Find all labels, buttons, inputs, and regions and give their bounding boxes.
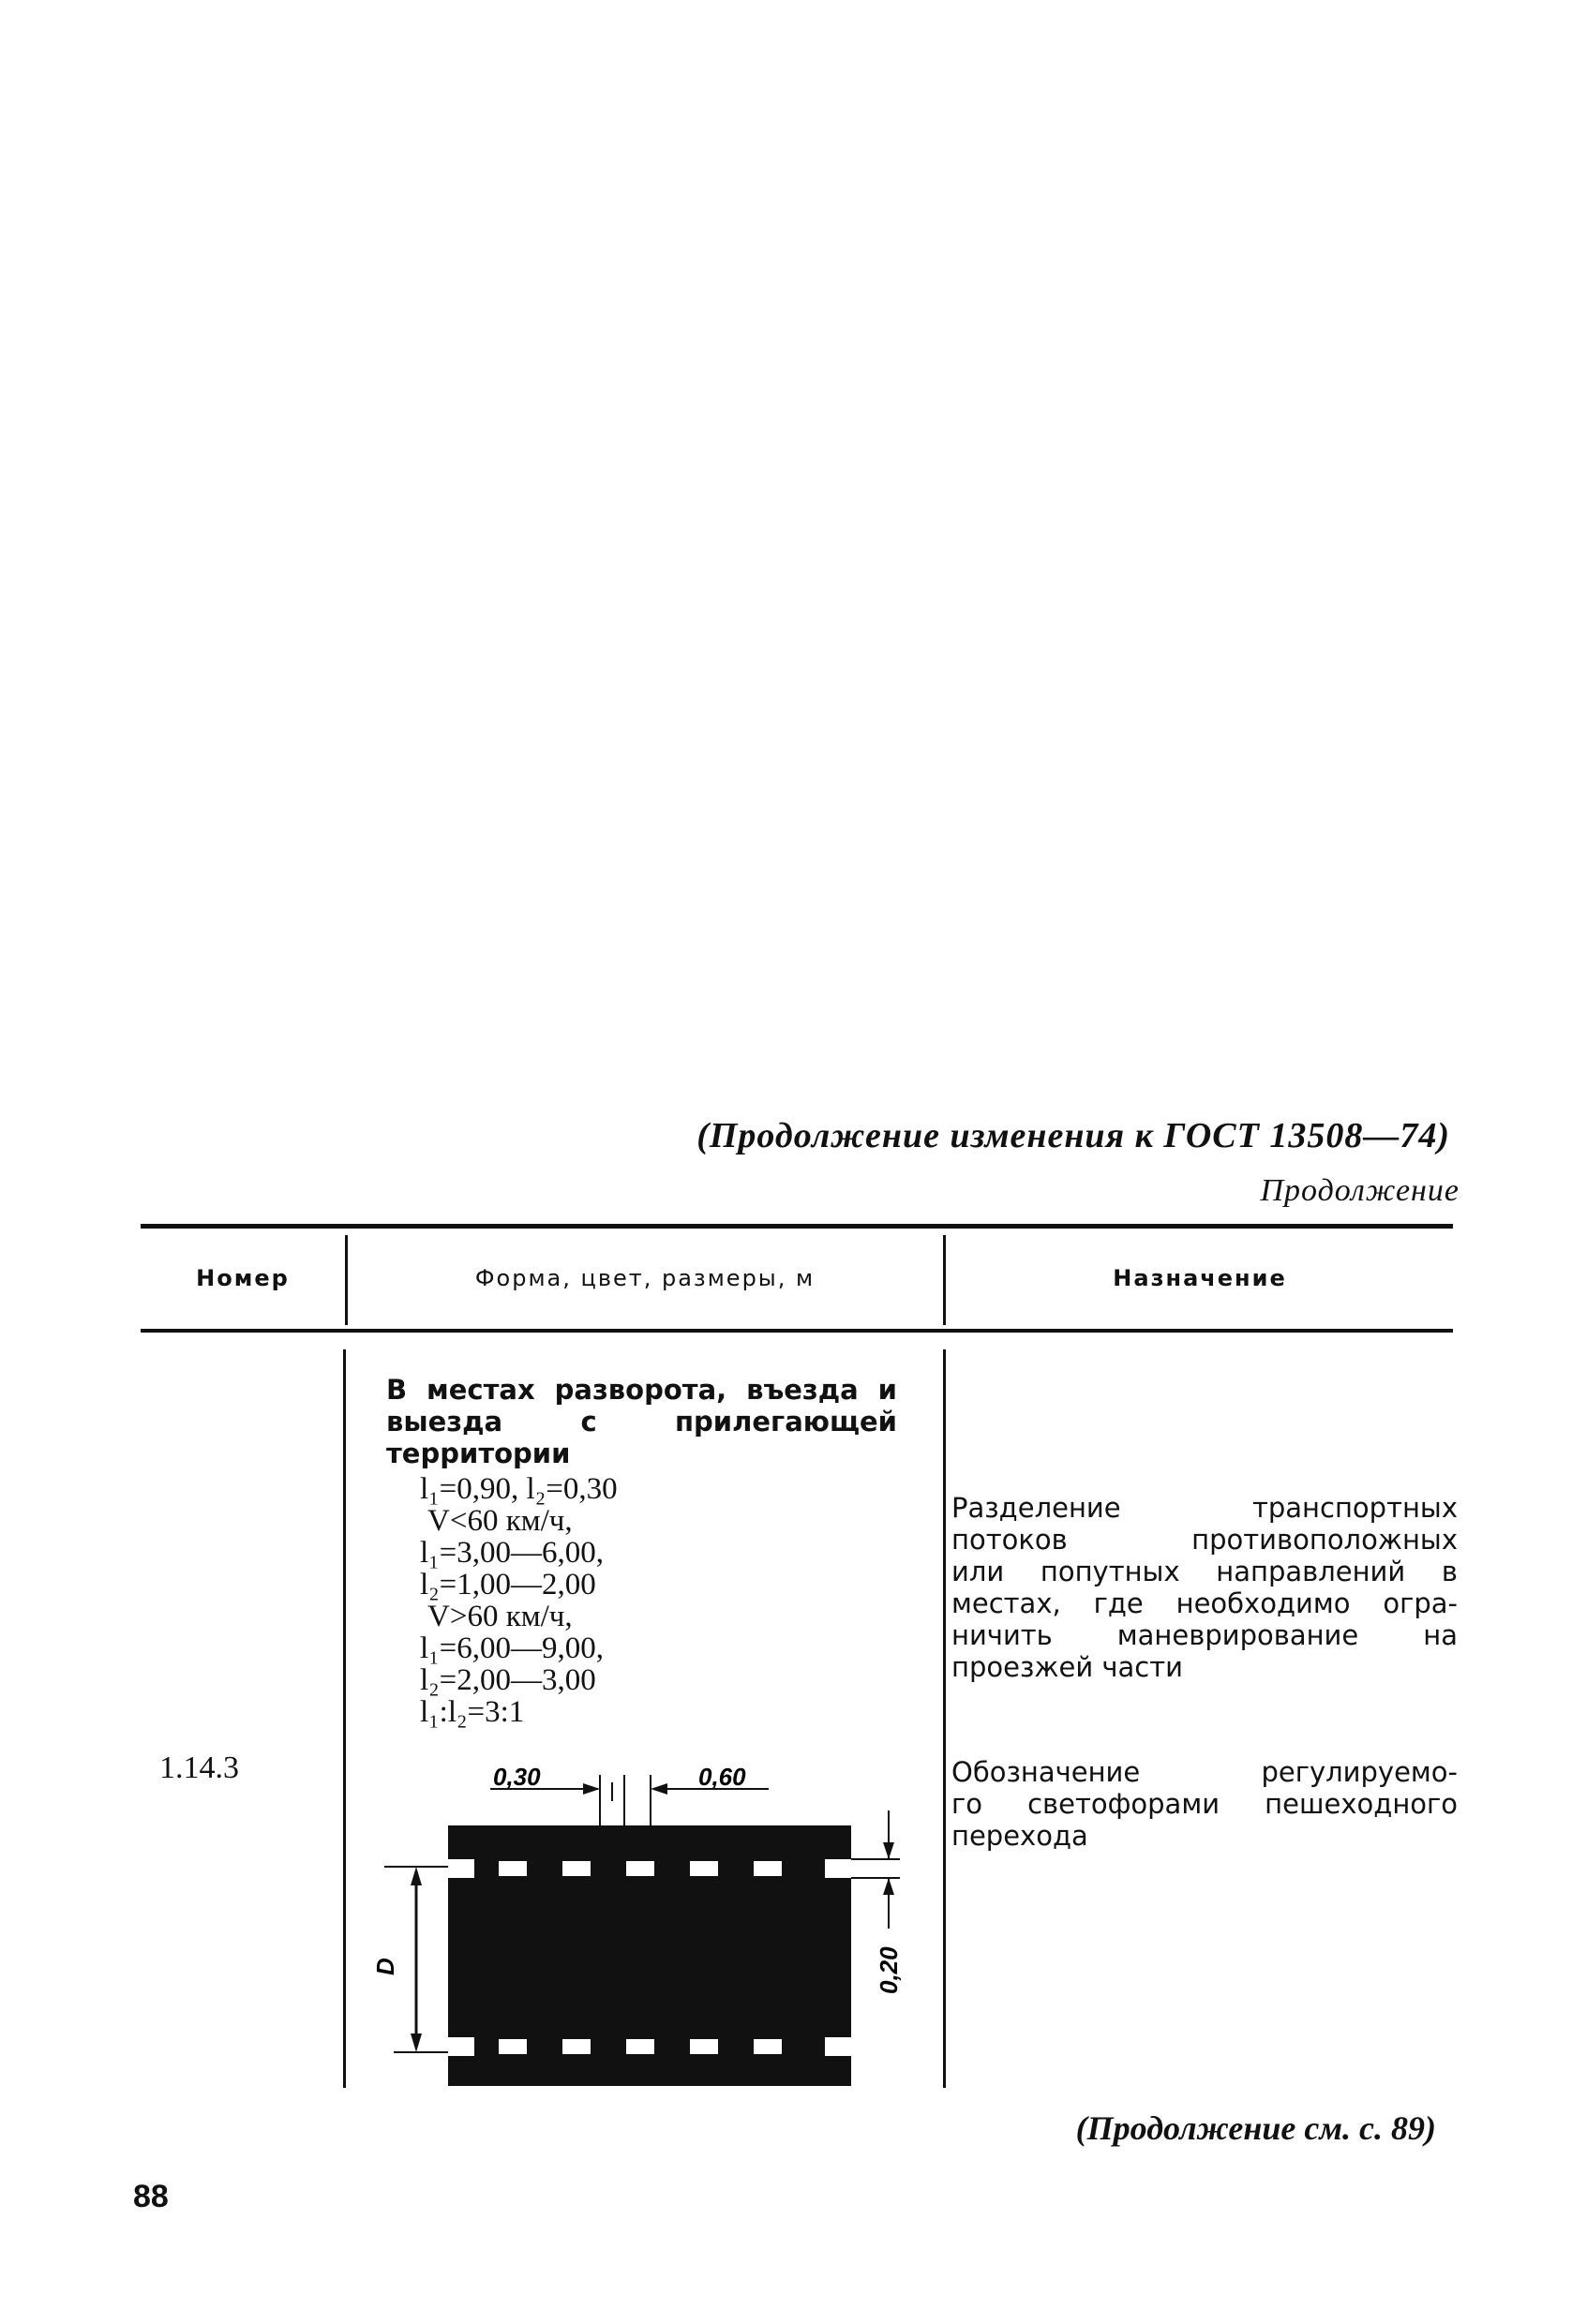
side-arrow-top [883,1842,894,1859]
purpose-line: проезжей части [951,1651,1183,1683]
notch-bottom-left [448,2037,474,2056]
purpose-line: местах, где необходимо огра- [951,1587,1458,1619]
form-description: В местах разворота, въезда и выезда с прилегающей территории [386,1374,897,1469]
notch-top-left [448,1859,474,1878]
purpose-line: или попутных направлений в [951,1556,1458,1587]
dimension-line: V>60 км/ч, [427,1600,573,1633]
purpose-line: Обозначение регулируемо- [951,1756,1458,1788]
page-number: 88 [133,2179,169,2214]
dash-bottom-1 [499,2039,527,2054]
height-arrow-top [411,1867,422,1885]
height-arrow-bottom [411,2034,422,2052]
dimension-line: l₁=0,90, l₂=0,30 [420,1472,618,1506]
footer-continuation: (Продолжение см. с. 89) [1075,2109,1436,2147]
purpose-text-2 [951,1756,1458,1852]
continuation-header: (Продолжение изменения к ГОСТ 13508—74) [696,1116,1450,1155]
section-header: Продолжение [1260,1173,1460,1208]
table-header-rule [141,1329,1453,1333]
dimension-line: l₂=1,00—2,00 [420,1568,596,1601]
purpose-text-1 [951,1492,1458,1683]
purpose-line: го светофорами пешеходного [951,1788,1458,1820]
dash-bottom-4 [690,2039,718,2054]
column-header-form: Форма, цвет, размеры, м [474,1265,816,1291]
dash-top-4 [690,1861,718,1876]
dimension-line: l₂=2,00—3,00 [420,1663,596,1697]
table-top-rule [141,1224,1453,1229]
header-divider-2 [943,1235,946,1325]
dimension-line: l₁:l₂=3:1 [420,1695,525,1729]
column-header-number: Номер [196,1265,290,1291]
column-header-purpose: Назначение [1113,1265,1287,1291]
dim-label-060: 0,60 [698,1763,746,1791]
purpose-line: потоков противоположных [951,1524,1458,1556]
dash-top-1 [499,1861,527,1876]
body-divider-2 [943,1349,946,2088]
dash-top-2 [562,1861,591,1876]
dash-bottom-5 [754,2039,782,2054]
notch-bottom-right [825,2037,851,2056]
purpose-line: Разделение транспортных [951,1492,1458,1524]
dimension-line: l₁=3,00—6,00, [420,1536,605,1570]
body-divider-1 [343,1349,346,2088]
dim-arrow-left-head [583,1783,600,1795]
side-arrow-bottom [883,1878,894,1895]
dash-bottom-2 [562,2039,591,2054]
marking-diagram [371,1754,937,2092]
row-number: 1.14.3 [159,1750,239,1785]
notch-top-right [825,1859,851,1878]
dash-bottom-3 [626,2039,654,2054]
dim-label-020: 0,20 [875,1946,903,1994]
dim-label-height: D [371,1958,399,1975]
purpose-line: ничить маневрирование на [951,1619,1458,1651]
dim-arrow-right-head [651,1783,667,1795]
dimensions-list [420,1473,618,1728]
purpose-line: перехода [951,1820,1088,1852]
dash-top-5 [754,1861,782,1876]
dash-top-3 [626,1861,654,1876]
dim-label-030: 0,30 [493,1763,541,1791]
dimension-line: V<60 км/ч, [427,1504,573,1538]
dimension-line: l₁=6,00—9,00, [420,1631,605,1665]
